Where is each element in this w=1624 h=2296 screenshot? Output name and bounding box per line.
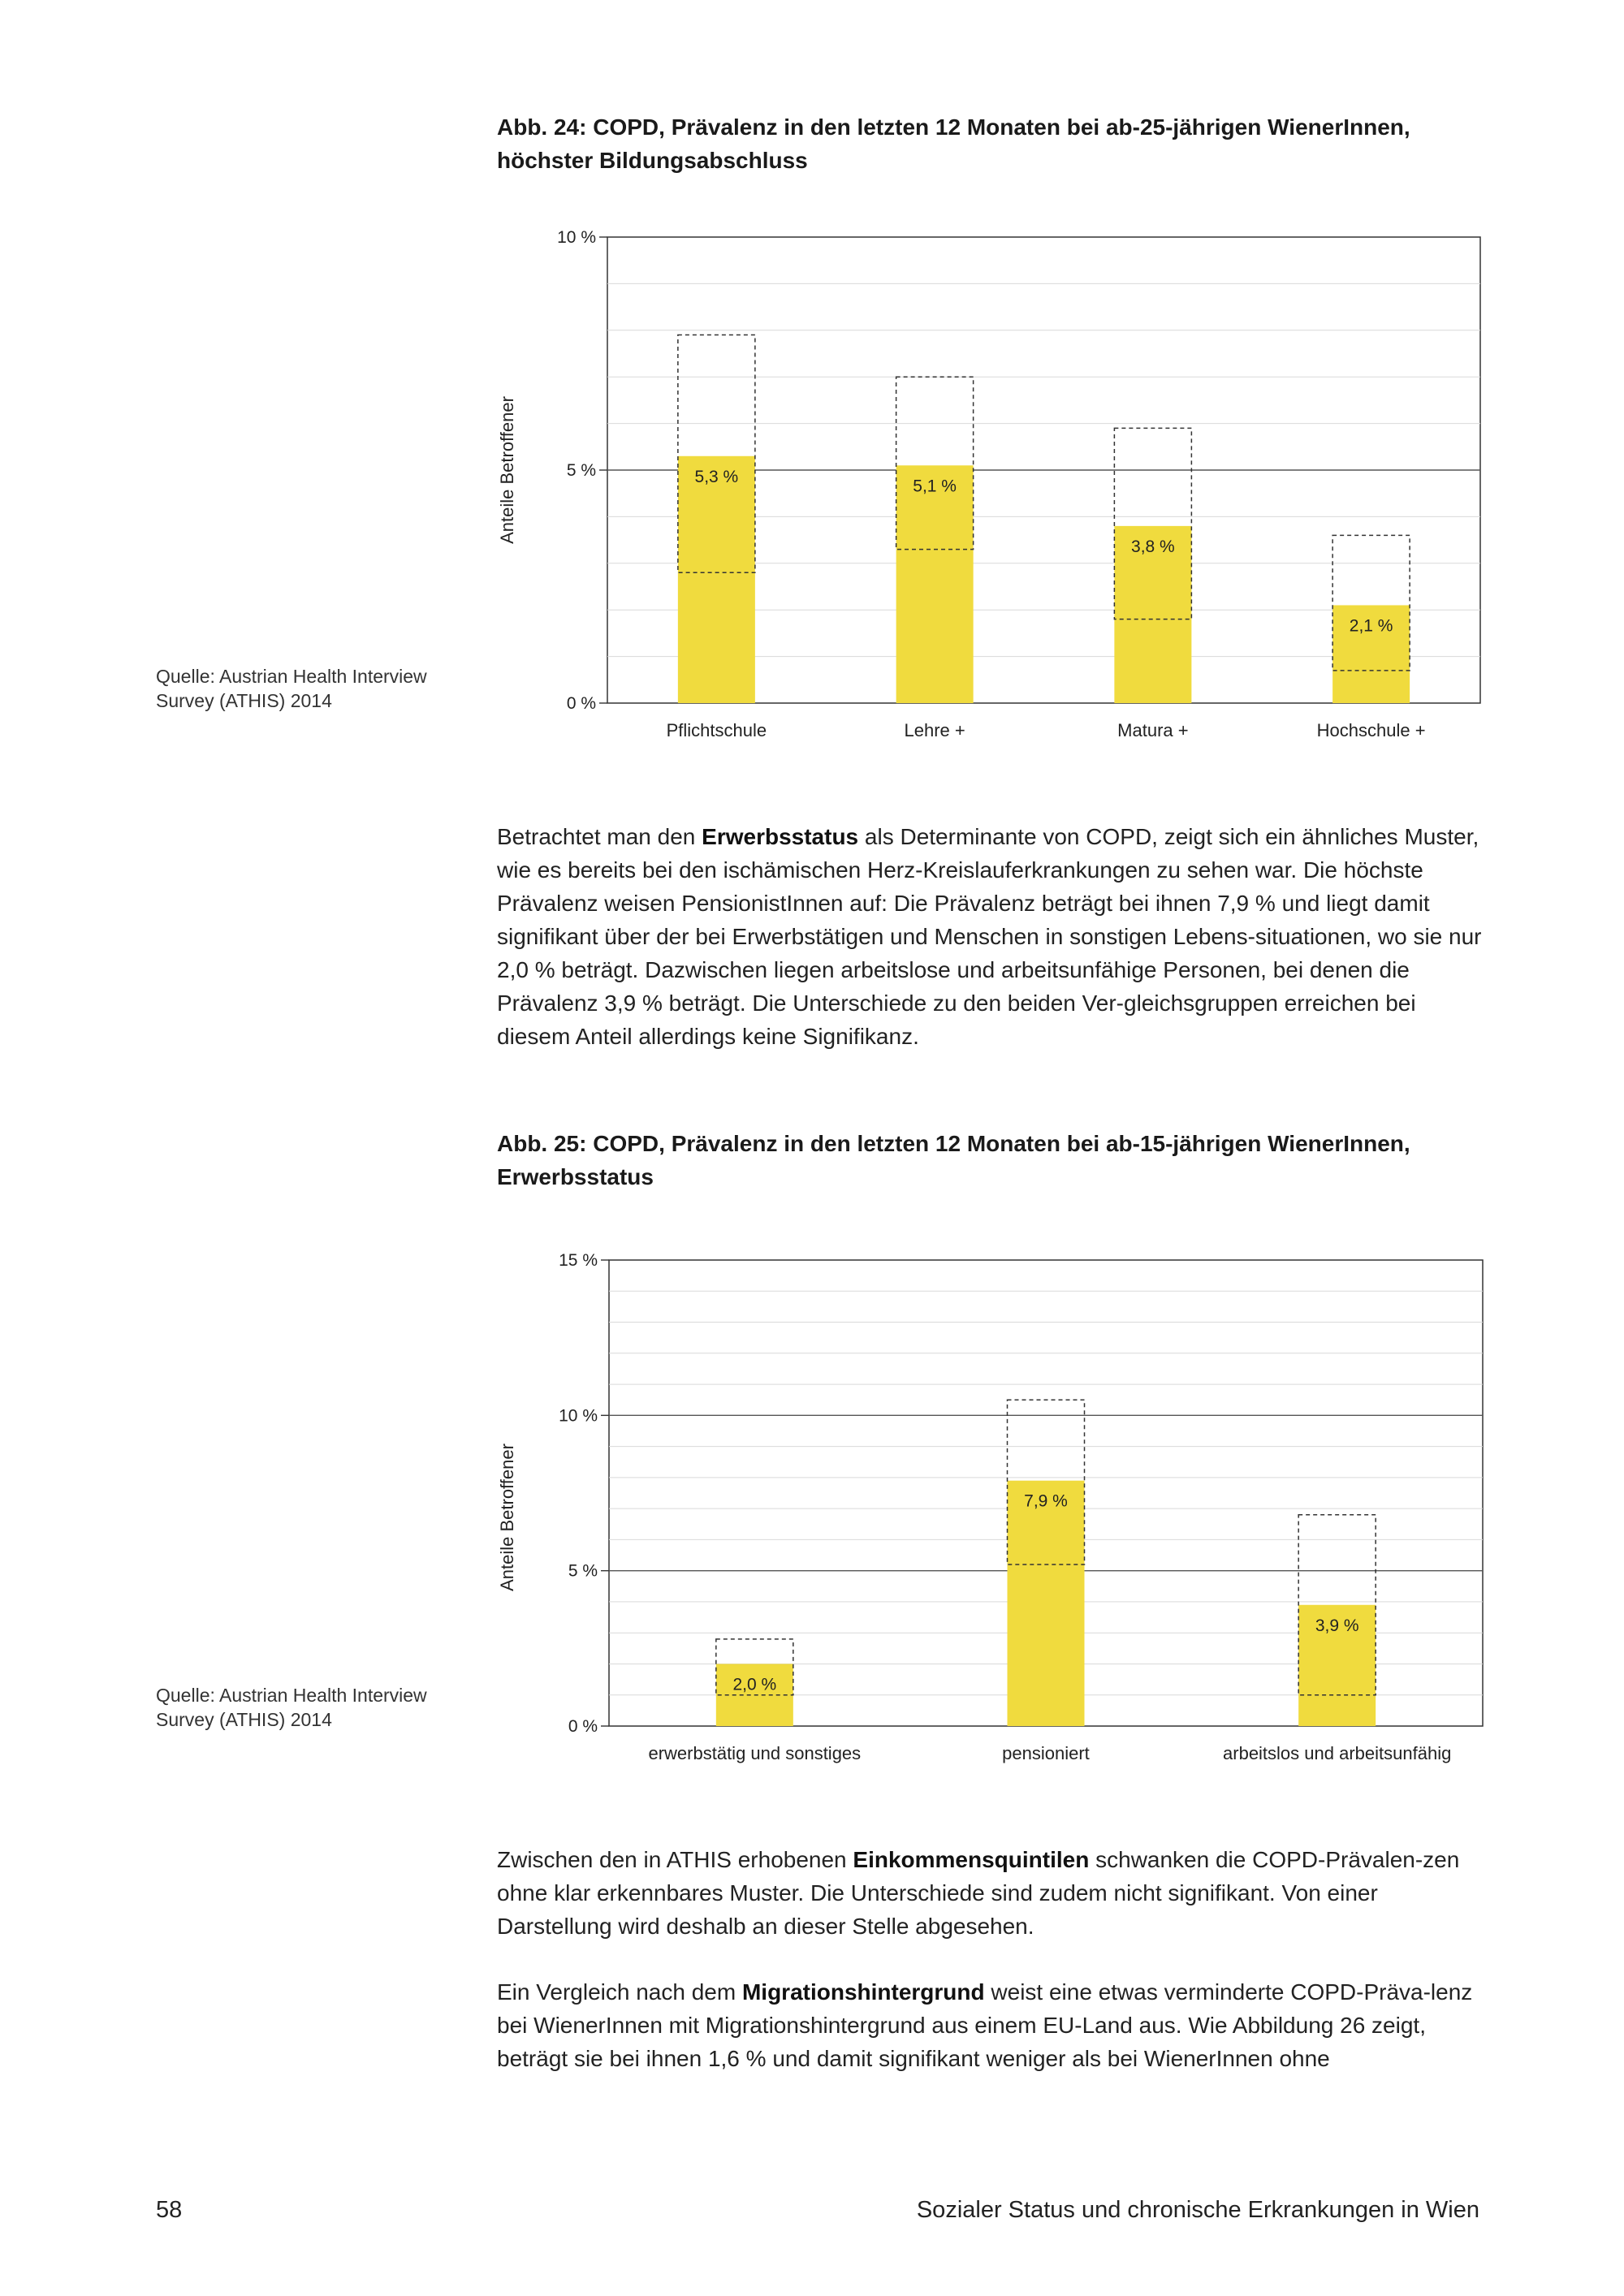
x-category-label: Pflichtschule — [666, 720, 767, 740]
emphasis-term: Erwerbsstatus — [702, 824, 859, 849]
bar — [1008, 1481, 1085, 1726]
figure-number: Abb. 25: — [497, 1131, 587, 1156]
paragraph-einkommen — [497, 1843, 1484, 1943]
text-run: als Determinante von COPD, zeigt sich ein ähnliches Muster, wie es bereits bei den ischämischen Herz-Kreislauferkrankungen zu sehen war. Die höchste Prävalenz weisen PensionistInnen auf: Die Prävalenz beträgt bei ihnen 7,9 % und liegt damit signifikant über der bei Erwerbstätigen und Menschen in sonstigen Lebens-situationen, wo sie nur 2,0 % beträgt. Dazwischen liegen arbeitslose und arbeitsunfähige Personen, bei denen die Prävalenz 3,9 % beträgt. Die Unterschiede zu den beiden Ver-gleichsgruppen erreichen bei diesem Anteil allerdings keine Signifikanz. — [497, 824, 1482, 1049]
y-tick-label: 0 % — [566, 694, 596, 713]
figure-title-24 — [497, 110, 1488, 177]
y-tick-label: 0 % — [568, 1717, 598, 1736]
y-axis-title: Anteile Betroffener — [497, 1444, 517, 1591]
x-category-label: Matura + — [1117, 720, 1189, 740]
paragraph-erwerbsstatus — [497, 820, 1484, 1053]
y-tick-label: 5 % — [568, 1561, 598, 1581]
bar-value-label: 5,1 % — [913, 477, 957, 496]
x-category-label: Hochschule + — [1316, 720, 1426, 740]
figure-number: Abb. 24: — [497, 114, 587, 140]
bar-value-label: 7,9 % — [1024, 1491, 1068, 1511]
bar-value-label: 2,1 % — [1349, 616, 1393, 636]
emphasis-term: Migrationshintergrund — [741, 1979, 985, 2005]
x-category-label: erwerbstätig und sonstiges — [648, 1743, 862, 1763]
figure-title-25 — [497, 1127, 1488, 1193]
y-tick-label: 15 % — [559, 1251, 598, 1270]
bar-value-label: 5,3 % — [694, 467, 739, 486]
y-axis-title: Anteile Betroffener — [497, 396, 517, 544]
chart-employment-status — [0, 1242, 1510, 1778]
y-tick-label: 5 % — [566, 461, 596, 480]
figure-caption: COPD, Prävalenz in den letzten 12 Monaten bei ab-25-jährigen WienerInnen, höchster Bildungsabschluss — [497, 114, 1410, 173]
figure-caption: COPD, Prävalenz in den letzten 12 Monaten bei ab-15-jährigen WienerInnen, Erwerbsstatus — [497, 1131, 1410, 1189]
bar — [678, 456, 755, 703]
x-category-label: pensioniert — [1002, 1743, 1090, 1763]
text-run: schwanken die COPD-Prävalen-zen ohne klar erkennbares Muster. Die Unterschiede sind zudem nicht signifikant. Von einer Darstellung wird deshalb an dieser Stelle abgesehen. — [497, 1847, 1460, 1939]
chart-education — [0, 219, 1510, 755]
bar — [896, 465, 974, 703]
text-run: Ein Vergleich nach dem — [497, 1979, 742, 2005]
bar-value-label: 2,0 % — [732, 1675, 777, 1694]
text-run: weist eine etwas verminderte COPD-Präva-lenz bei WienerInnen mit Migrationshintergrund aus einem EU-Land aus. Wie Abbildung 26 zeigt, beträgt sie bei ihnen 1,6 % und damit signifikant weniger als bei WienerInnen ohne — [497, 1979, 1473, 2071]
text-run: Zwischen den in ATHIS erhobenen — [497, 1847, 853, 1872]
bar-value-label: 3,9 % — [1315, 1616, 1359, 1635]
figure-source-24: Quelle: Austrian Health Interview Survey (ATHIS) 2014 — [156, 666, 427, 711]
paragraph-migration — [497, 1975, 1484, 2075]
bar-value-label: 3,8 % — [1131, 537, 1175, 556]
running-title: Sozialer Status und chronische Erkrankungen in Wien — [916, 2197, 1479, 2223]
y-tick-label: 10 % — [559, 1406, 598, 1426]
figure-source-25: Quelle: Austrian Health Interview Survey (ATHIS) 2014 — [156, 1685, 427, 1730]
y-tick-label: 10 % — [557, 228, 596, 247]
emphasis-term: Einkommensquintilen — [853, 1847, 1090, 1872]
x-category-label: Lehre + — [904, 720, 965, 740]
page-number: 58 — [156, 2197, 183, 2223]
text-run: Betrachtet man den — [497, 824, 702, 849]
x-category-label: arbeitslos und arbeitsunfähig — [1223, 1743, 1452, 1763]
